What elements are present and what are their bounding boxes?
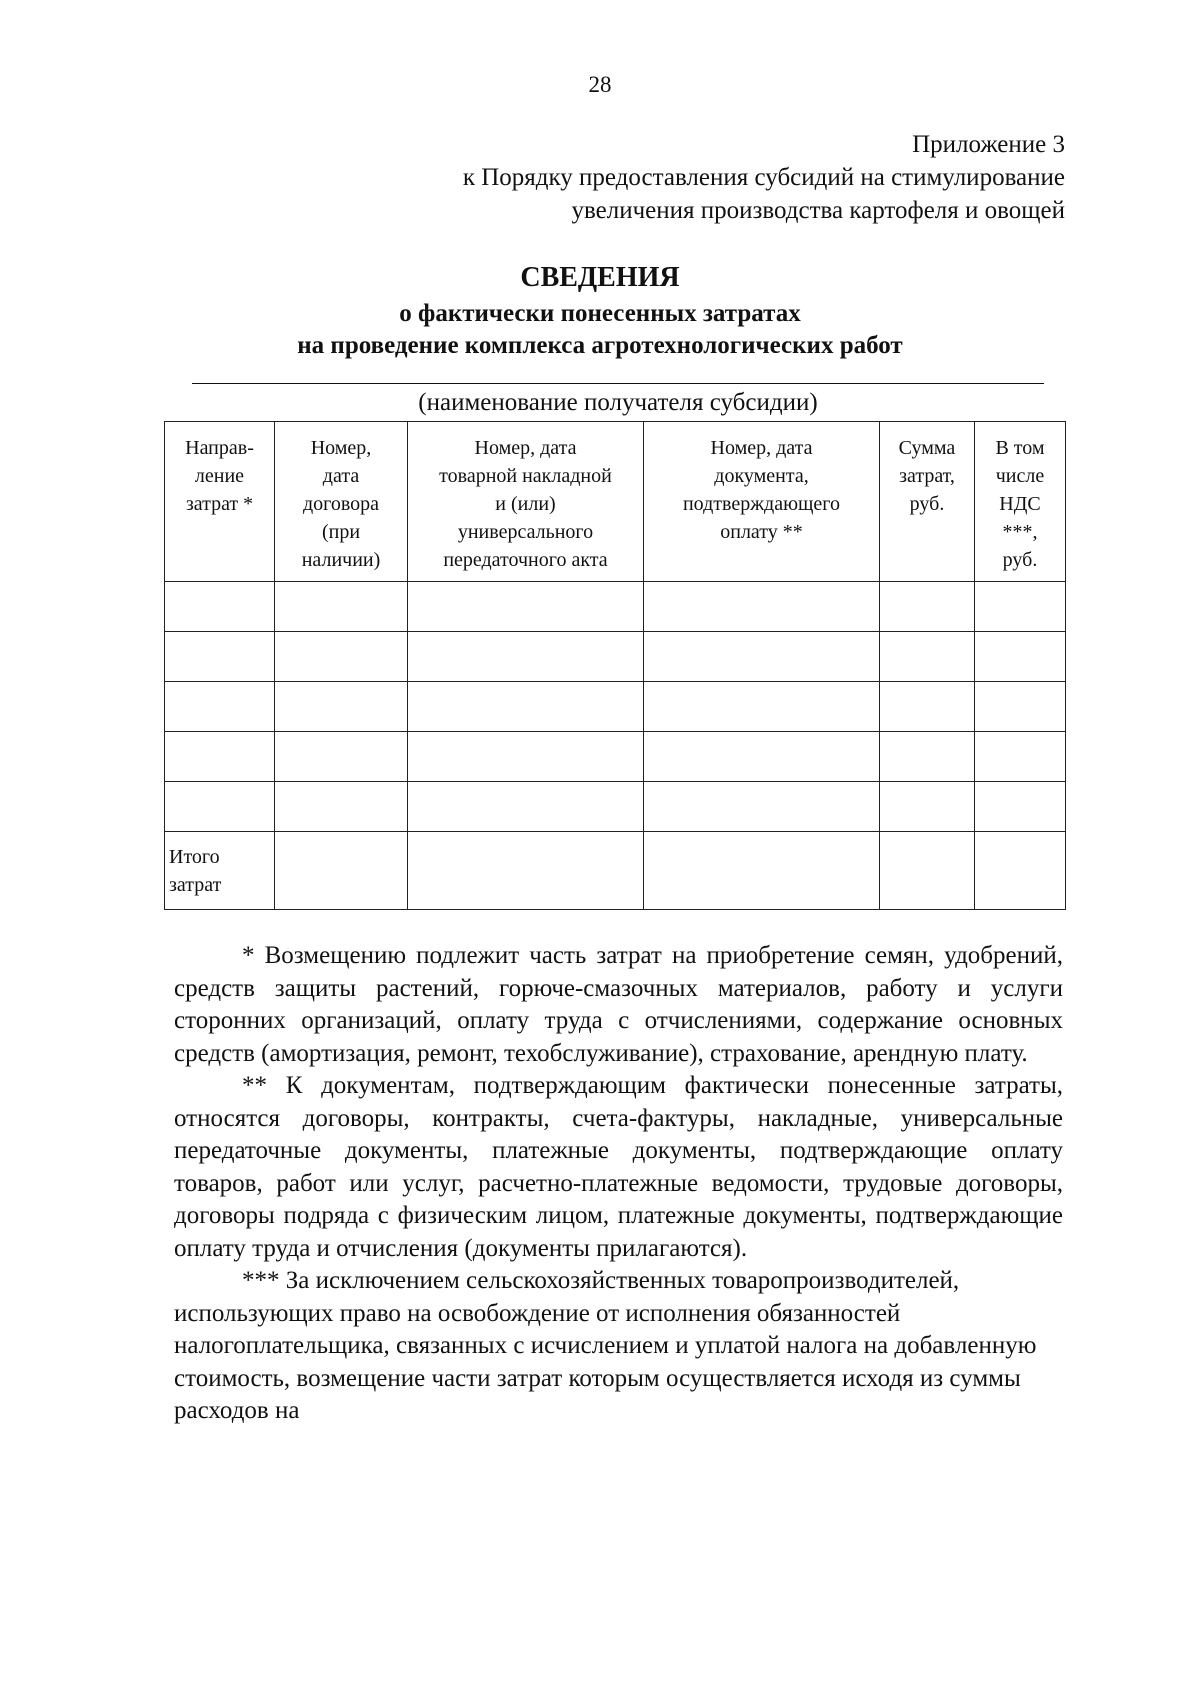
table-cell	[408, 732, 644, 782]
footnotes	[174, 940, 1063, 1428]
table-cell	[275, 632, 408, 682]
table-cell	[975, 732, 1066, 782]
table-cell	[880, 782, 975, 832]
header-vat: В том числе НДС ***, руб.	[975, 422, 1066, 582]
table-row	[165, 782, 1066, 832]
table-cell	[408, 682, 644, 732]
total-label: Итого затрат	[165, 832, 275, 910]
table-row	[165, 732, 1066, 782]
table-cell	[165, 682, 275, 732]
table-header-row	[165, 422, 1066, 582]
table-cell	[880, 632, 975, 682]
table-cell	[165, 632, 275, 682]
table-cell	[275, 782, 408, 832]
header-waybill-number: Номер, дата товарной накладной и (или) универсального передаточного акта	[408, 422, 644, 582]
total-row	[165, 832, 1066, 910]
document-title	[0, 258, 1200, 362]
table-cell	[880, 582, 975, 632]
table-cell	[408, 832, 644, 910]
table-cell	[644, 732, 880, 782]
table-cell	[408, 632, 644, 682]
appendix-reference	[463, 128, 1065, 227]
header-cost-amount: Сумма затрат, руб.	[880, 422, 975, 582]
header-cost-direction: Направ- ление затрат *	[165, 422, 275, 582]
table-cell	[975, 782, 1066, 832]
table-cell	[975, 632, 1066, 682]
table-cell	[644, 832, 880, 910]
table-cell	[644, 582, 880, 632]
table-cell	[975, 832, 1066, 910]
table-row	[165, 582, 1066, 632]
table-cell	[644, 632, 880, 682]
appendix-line-3: увеличения производства картофеля и овощей	[571, 197, 1065, 224]
table-cell	[165, 582, 275, 632]
footnote-1: * Возмещению подлежит часть затрат на приобретение семян, удобрений, средств защиты растений, горюче-смазочных материалов, работу и услуги сторонних организаций, оплату труда с отчислениями, содержание основных средств (амортизация, ремонт, техобслуживание), страхование, арендную плату.	[174, 942, 1063, 1067]
table-cell	[880, 832, 975, 910]
title-main: СВЕДЕНИЯ	[520, 262, 680, 293]
table-row	[165, 682, 1066, 732]
appendix-line-2: к Порядку предоставления субсидий на стимулирование	[462, 164, 1065, 191]
recipient-name-line	[192, 383, 1044, 384]
table-body	[165, 582, 1066, 910]
table-cell	[644, 782, 880, 832]
table-row	[165, 632, 1066, 682]
page-number: 28	[588, 72, 612, 97]
footnote-2: ** К документам, подтверждающим фактически понесенные затраты, относятся договоры, контракты, счета-фактуры, накладные, универсальные передаточные документы, платежные документы, подтверждающие оплату товаров, работ или услуг, расчетно-платежные ведомости, трудовые договоры, договоры подряда с физическим лицом, платежные документы, подтверждающие оплату труда и отчисления (документы прилагаются).	[174, 1072, 1063, 1262]
table-cell	[165, 782, 275, 832]
table-cell	[275, 682, 408, 732]
footnote-3: *** За исключением сельскохозяйственных товаропроизводителей, использующих право на освобождение от исполнения обязанностей налогоплательщика, связанных с исчислением и уплатой налога на добавленную стоимость, возмещение части затрат которым осуществляется исходя из суммы расходов на	[174, 1267, 1037, 1424]
table-cell	[408, 782, 644, 832]
table-cell	[880, 682, 975, 732]
title-subtitle-1: о фактически понесенных затратах	[399, 300, 801, 327]
table-cell	[408, 582, 644, 632]
table-cell	[275, 832, 408, 910]
table-cell	[975, 682, 1066, 732]
costs-table	[164, 421, 1066, 910]
header-payment-document: Номер, дата документа, подтверждающего оплату **	[644, 422, 880, 582]
recipient-caption: (наименование получателя субсидии)	[418, 389, 818, 416]
appendix-line-1: Приложение 3	[912, 131, 1065, 158]
table-cell	[644, 682, 880, 732]
table-cell	[275, 732, 408, 782]
table-cell	[880, 732, 975, 782]
title-subtitle-2: на проведение комплекса агротехнологических работ	[297, 332, 903, 359]
table-cell	[975, 582, 1066, 632]
header-contract-number: Номер, дата договора (при наличии)	[275, 422, 408, 582]
table-cell	[165, 732, 275, 782]
table-cell	[275, 582, 408, 632]
